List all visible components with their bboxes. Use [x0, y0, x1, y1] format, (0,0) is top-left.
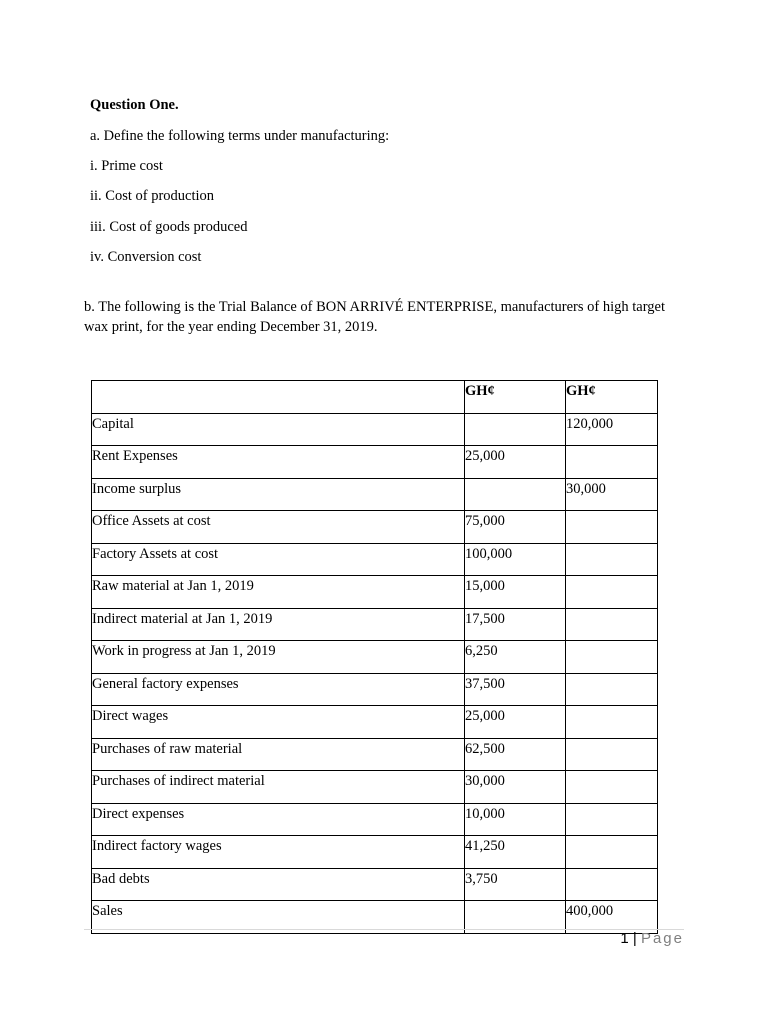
table-header-row [92, 381, 658, 414]
cell-account: Indirect material at Jan 1, 2019 [92, 608, 465, 641]
cell-credit [566, 738, 658, 771]
cell-account: Direct wages [92, 706, 465, 739]
cell-account: Factory Assets at cost [92, 543, 465, 576]
cell-credit [566, 543, 658, 576]
table-row [92, 673, 658, 706]
page-label: Page [640, 930, 684, 947]
header-cell-credit: GH¢ [566, 381, 658, 414]
footer-separator: | [632, 930, 637, 947]
cell-debit: 17,500 [465, 608, 566, 641]
cell-credit [566, 511, 658, 544]
term-item: iii. Cost of goods produced [90, 219, 248, 235]
cell-credit: 30,000 [566, 478, 658, 511]
header-cell-account [92, 381, 465, 414]
cell-credit: 120,000 [566, 413, 658, 446]
cell-debit: 3,750 [465, 868, 566, 901]
term-item: iv. Conversion cost [90, 249, 202, 265]
cell-debit: 15,000 [465, 576, 566, 609]
header-cell-debit: GH¢ [465, 381, 566, 414]
table-row [92, 413, 658, 446]
table-row [92, 446, 658, 479]
question-title: Question One. [90, 97, 179, 113]
cell-debit [465, 478, 566, 511]
cell-account: Work in progress at Jan 1, 2019 [92, 641, 465, 674]
cell-debit: 75,000 [465, 511, 566, 544]
cell-account: Indirect factory wages [92, 836, 465, 869]
table-row [92, 511, 658, 544]
part-a-instruction: a. Define the following terms under manufacturing: [90, 128, 390, 144]
cell-credit [566, 771, 658, 804]
cell-credit [566, 836, 658, 869]
cell-account: Purchases of indirect material [92, 771, 465, 804]
cell-credit [566, 608, 658, 641]
cell-debit: 6,250 [465, 641, 566, 674]
cell-debit: 25,000 [465, 706, 566, 739]
cell-debit [465, 413, 566, 446]
table-row [92, 608, 658, 641]
cell-account: Income surplus [92, 478, 465, 511]
cell-credit [566, 803, 658, 836]
table-row [92, 543, 658, 576]
table-row [92, 771, 658, 804]
term-item: ii. Cost of production [90, 188, 215, 204]
table-row [92, 738, 658, 771]
term-item: i. Prime cost [90, 158, 163, 174]
table-row [92, 641, 658, 674]
table-row [92, 868, 658, 901]
cell-credit [566, 446, 658, 479]
cell-credit [566, 641, 658, 674]
cell-credit [566, 706, 658, 739]
cell-debit: 41,250 [465, 836, 566, 869]
footer-divider [84, 929, 684, 930]
cell-debit: 62,500 [465, 738, 566, 771]
cell-credit: 400,000 [566, 901, 658, 934]
cell-account: General factory expenses [92, 673, 465, 706]
page-number: 1 [620, 930, 629, 947]
cell-account: Capital [92, 413, 465, 446]
cell-account: Rent Expenses [92, 446, 465, 479]
cell-debit: 30,000 [465, 771, 566, 804]
table-row [92, 836, 658, 869]
cell-credit [566, 576, 658, 609]
cell-debit: 37,500 [465, 673, 566, 706]
cell-credit [566, 673, 658, 706]
cell-account: Sales [92, 901, 465, 934]
cell-debit: 25,000 [465, 446, 566, 479]
cell-account: Office Assets at cost [92, 511, 465, 544]
page-footer [620, 930, 684, 947]
part-b-paragraph: b. The following is the Trial Balance of BON ARRIVÉ ENTERPRISE, manufacturers of high target wax print, for the year ending December 31, 2019. [84, 299, 665, 335]
cell-account: Direct expenses [92, 803, 465, 836]
trial-balance-table [91, 380, 658, 934]
cell-credit [566, 868, 658, 901]
table-row [92, 706, 658, 739]
table-row [92, 478, 658, 511]
cell-debit: 100,000 [465, 543, 566, 576]
cell-account: Purchases of raw material [92, 738, 465, 771]
cell-account: Raw material at Jan 1, 2019 [92, 576, 465, 609]
cell-debit: 10,000 [465, 803, 566, 836]
cell-account: Bad debts [92, 868, 465, 901]
table-row [92, 803, 658, 836]
table-row [92, 576, 658, 609]
